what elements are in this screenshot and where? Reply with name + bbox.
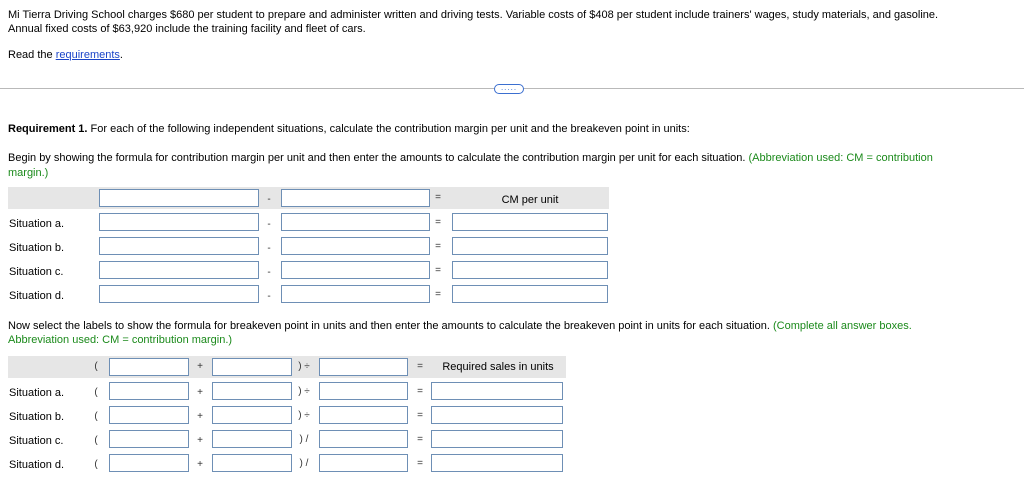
requirement-1-body: For each of the following independent situations, calculate the contribution margin per unit and the breakeven point in units:	[87, 123, 690, 135]
be-d-result-input[interactable]	[431, 454, 563, 472]
be-close-operator: ) ÷	[298, 386, 310, 397]
be-c-amount-2-input[interactable]	[212, 430, 292, 448]
requirements-link[interactable]: requirements	[55, 49, 120, 61]
cm-hint-line2: margin.)	[8, 167, 49, 179]
be-plus-sign: +	[197, 387, 203, 398]
be-b-amount-2-input[interactable]	[212, 406, 292, 424]
be-close-divide: ) ÷	[298, 361, 310, 372]
be-a-result-input[interactable]	[431, 382, 563, 400]
cm-equals-sign: =	[435, 241, 441, 252]
be-row-label-b: Situation b.	[9, 411, 65, 423]
be-plus-sign: +	[197, 361, 203, 372]
cm-a-amount-2-input[interactable]	[281, 213, 430, 231]
be-hint-line2: Abbreviation used: CM = contribution margin.)	[8, 334, 233, 346]
cm-minus-sign: -	[267, 267, 271, 278]
be-equals-sign: =	[417, 386, 423, 397]
problem-text-line1: Mi Tierra Driving School charges $680 per student to prepare and administer written and driving tests. Variable costs of $408 per student include trainers' wages, study materials, and gasoline.	[8, 9, 939, 21]
cm-equals-sign: =	[435, 217, 441, 228]
cm-row-label-b: Situation b.	[9, 242, 65, 254]
cm-minus-sign: -	[267, 243, 271, 254]
be-b-amount-1-input[interactable]	[109, 406, 189, 424]
be-row-label-a: Situation a.	[9, 387, 65, 399]
cm-instruction	[8, 151, 1008, 165]
be-equals-sign: =	[417, 410, 423, 421]
problem-text-line2: Annual fixed costs of $63,920 include the training facility and fleet of cars.	[8, 23, 366, 35]
cm-minus-sign: -	[267, 219, 271, 230]
be-a-amount-2-input[interactable]	[212, 382, 292, 400]
read-suffix: .	[119, 49, 123, 61]
required-sales-header: Required sales in units	[442, 361, 554, 373]
be-open-paren: (	[94, 361, 98, 372]
cm-per-unit-header: CM per unit	[501, 194, 559, 206]
be-a-amount-1-input[interactable]	[109, 382, 189, 400]
be-hint-text: (Complete all answer boxes.	[772, 320, 912, 332]
cm-formula-label-2-select[interactable]	[281, 189, 430, 207]
be-d-amount-3-input[interactable]	[319, 454, 408, 472]
be-row-label-d: Situation d.	[9, 459, 65, 471]
be-close-operator: ) /	[299, 434, 309, 445]
cm-minus-sign: -	[267, 194, 271, 205]
be-open-paren: (	[94, 459, 98, 470]
be-open-paren: (	[94, 435, 98, 446]
cm-instruction-text: Begin by showing the formula for contribution margin per unit and then enter the amounts to calculate the contribution margin per unit for each situation.	[8, 152, 746, 164]
be-plus-sign: +	[197, 435, 203, 446]
read-requirements	[8, 48, 123, 62]
be-formula-label-2-select[interactable]	[212, 358, 292, 376]
cm-b-amount-2-input[interactable]	[281, 237, 430, 255]
be-instruction	[8, 319, 1018, 333]
be-d-amount-2-input[interactable]	[212, 454, 292, 472]
be-plus-sign: +	[197, 411, 203, 422]
be-close-operator: ) ÷	[298, 410, 310, 421]
be-c-amount-1-input[interactable]	[109, 430, 189, 448]
cm-row-label-d: Situation d.	[9, 290, 65, 302]
cm-equals-sign: =	[435, 265, 441, 276]
be-c-result-input[interactable]	[431, 430, 563, 448]
be-formula-label-1-select[interactable]	[109, 358, 189, 376]
be-open-paren: (	[94, 411, 98, 422]
be-close-operator: ) /	[299, 458, 309, 469]
cm-b-amount-1-input[interactable]	[99, 237, 259, 255]
cm-a-result-input[interactable]	[452, 213, 608, 231]
cm-row-label-c: Situation c.	[9, 266, 64, 278]
cm-c-amount-1-input[interactable]	[99, 261, 259, 279]
cm-d-amount-2-input[interactable]	[281, 285, 430, 303]
be-b-amount-3-input[interactable]	[319, 406, 408, 424]
be-open-paren: (	[94, 387, 98, 398]
be-row-label-c: Situation c.	[9, 435, 64, 447]
cm-d-amount-1-input[interactable]	[99, 285, 259, 303]
cm-formula-label-1-select[interactable]	[99, 189, 259, 207]
cm-row-label-a: Situation a.	[9, 218, 65, 230]
be-instruction-text: Now select the labels to show the formula for breakeven point in units and then enter the amounts to calculate the breakeven point in units for each situation.	[8, 320, 770, 332]
cm-hint-text: (Abbreviation used: CM = contribution	[748, 152, 933, 164]
cm-a-amount-1-input[interactable]	[99, 213, 259, 231]
requirement-1-text	[8, 122, 690, 136]
be-c-amount-3-input[interactable]	[319, 430, 408, 448]
cm-equals-sign: =	[435, 289, 441, 300]
be-a-amount-3-input[interactable]	[319, 382, 408, 400]
be-equals-sign: =	[417, 361, 423, 372]
be-equals-sign: =	[417, 458, 423, 469]
cm-minus-sign: -	[267, 291, 271, 302]
be-plus-sign: +	[197, 459, 203, 470]
cm-b-result-input[interactable]	[452, 237, 608, 255]
cm-d-result-input[interactable]	[452, 285, 608, 303]
be-formula-label-3-select[interactable]	[319, 358, 408, 376]
be-d-amount-1-input[interactable]	[109, 454, 189, 472]
expand-more-button[interactable]: .....	[494, 84, 524, 94]
cm-c-result-input[interactable]	[452, 261, 608, 279]
requirement-1-label: Requirement 1.	[8, 123, 88, 135]
read-prefix: Read the	[8, 49, 56, 61]
be-b-result-input[interactable]	[431, 406, 563, 424]
be-equals-sign: =	[417, 434, 423, 445]
cm-equals-sign: =	[435, 192, 441, 203]
cm-c-amount-2-input[interactable]	[281, 261, 430, 279]
